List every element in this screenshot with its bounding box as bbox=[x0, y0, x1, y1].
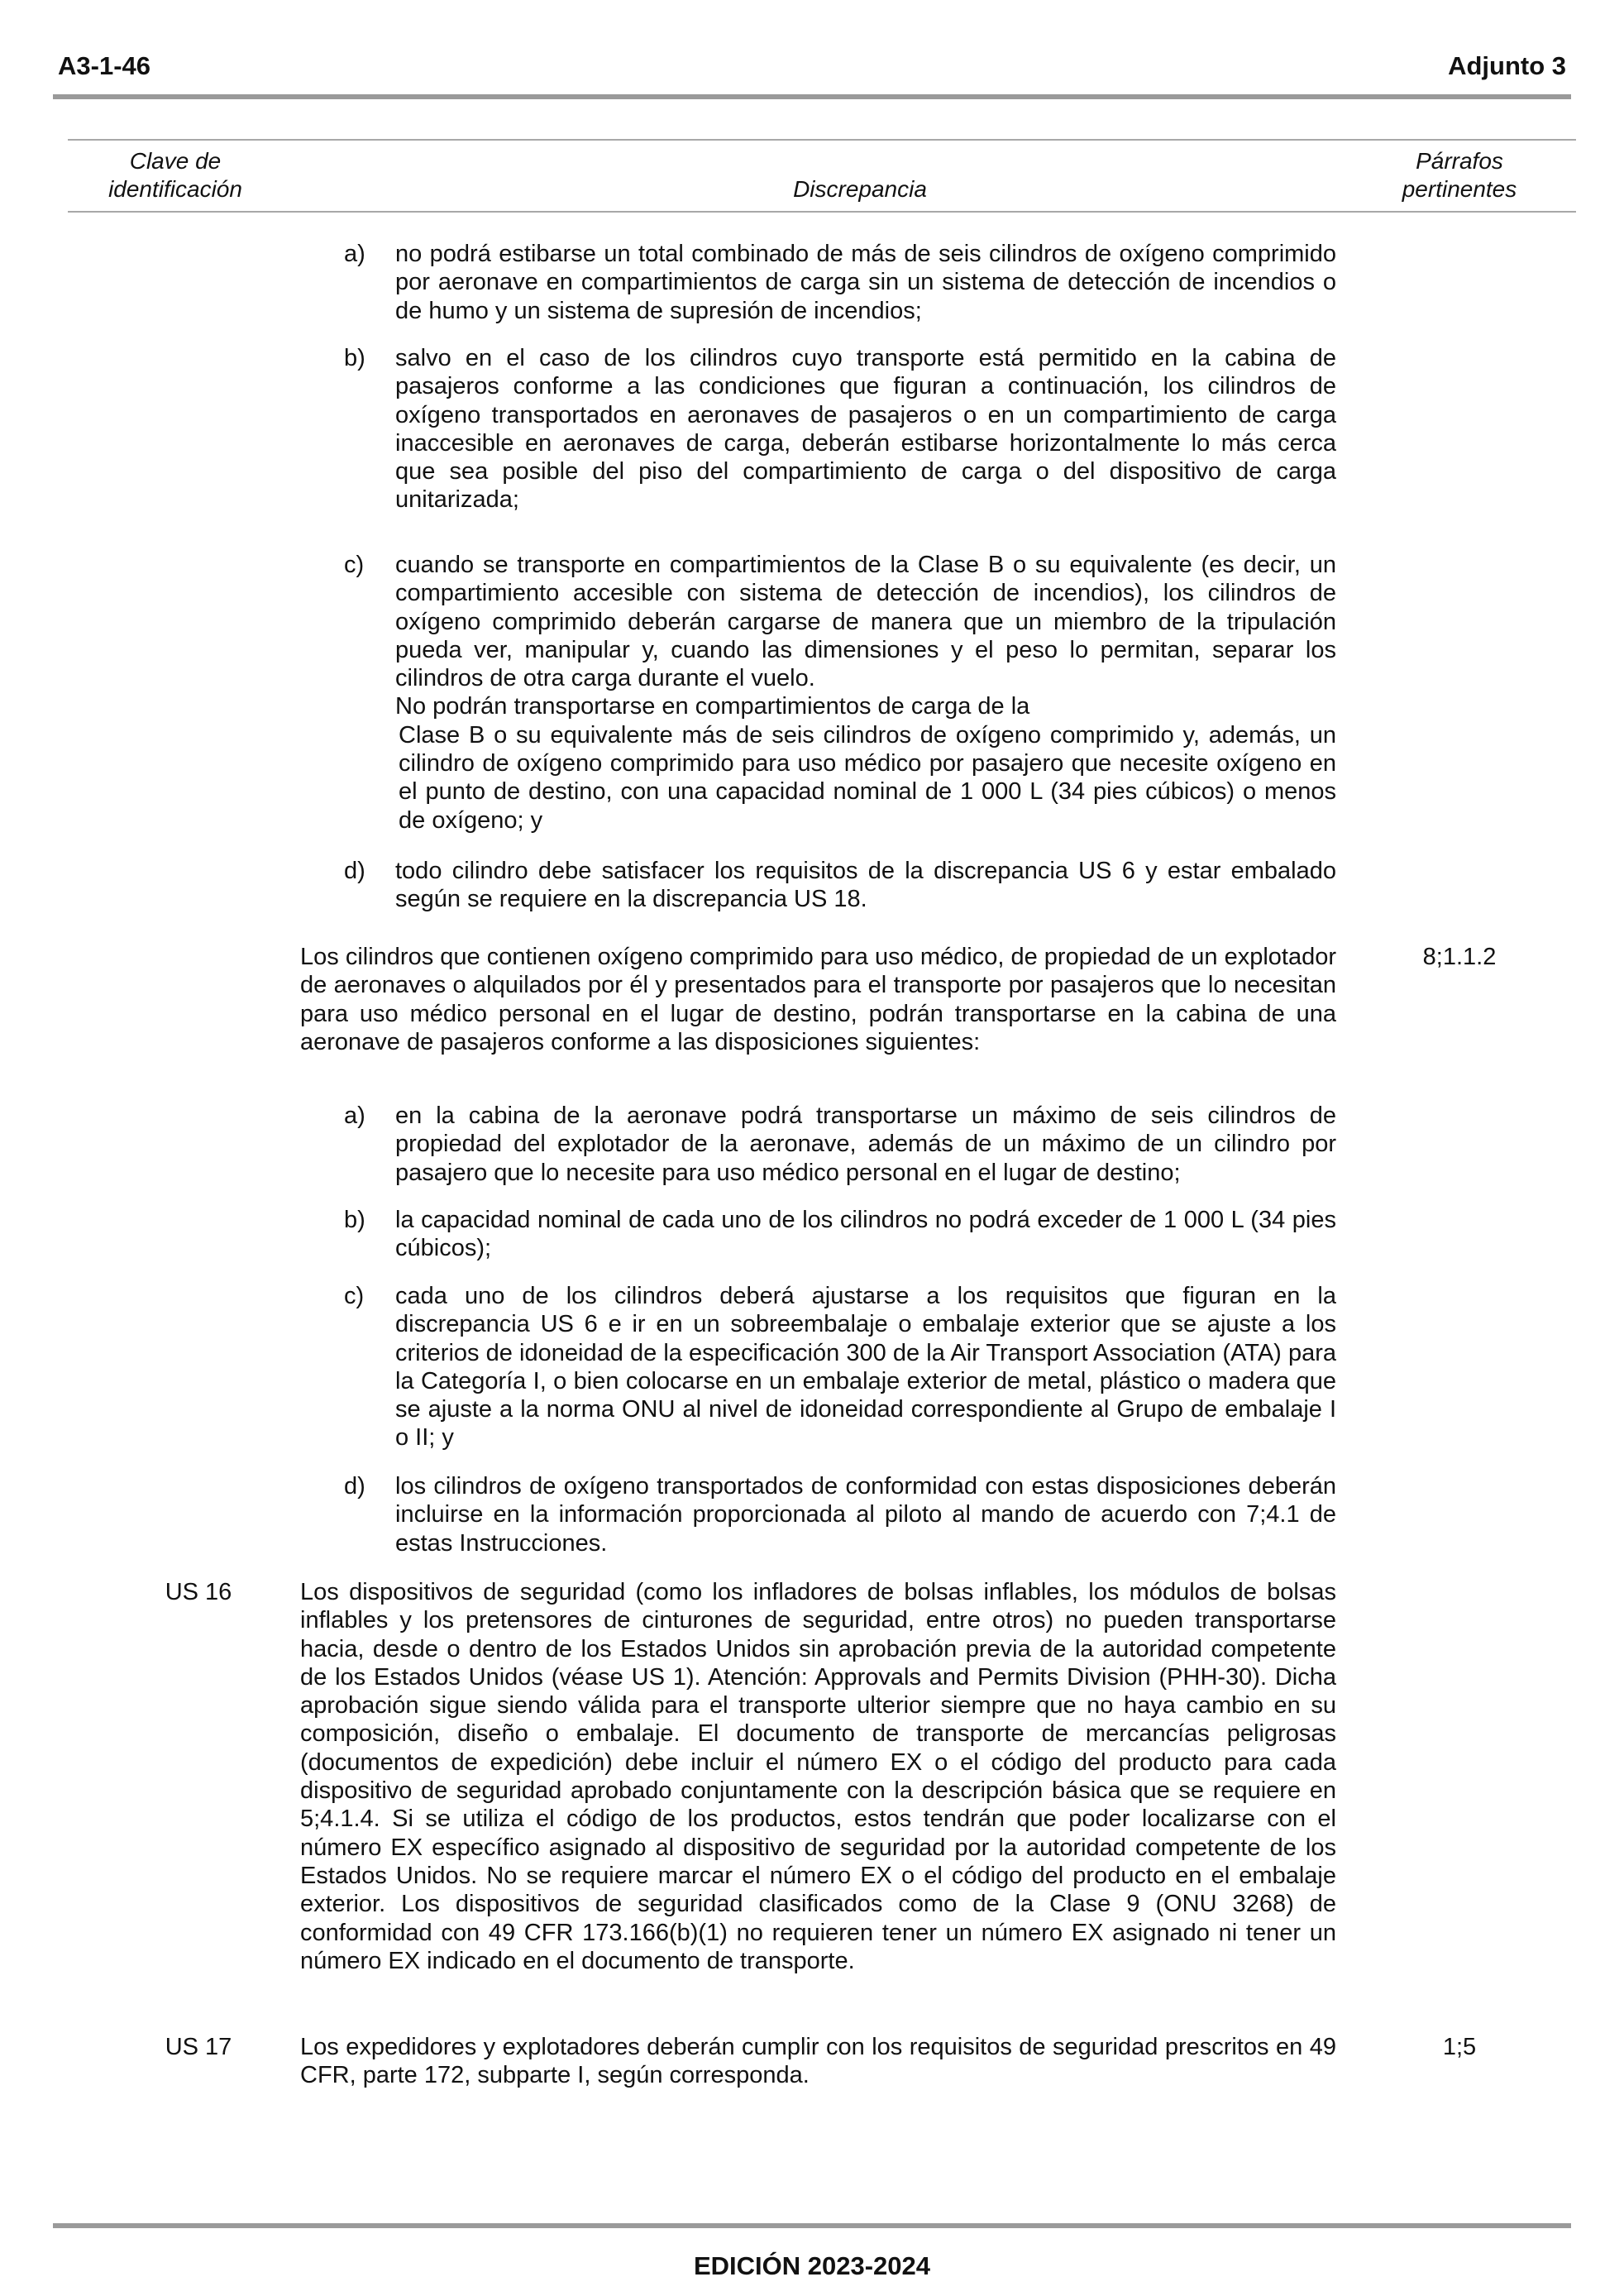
list-text: no podrá estibarse un total combinado de más de seis cilindros de oxígeno comprimido por aeronave en compartimientos de carga sin un sistema de detección de incendios o de humo y un sistema de supresión de incendios; bbox=[395, 241, 1336, 324]
list-label: a) bbox=[344, 1103, 365, 1129]
list-label: d) bbox=[344, 858, 365, 884]
identification-key-us17: US 17 bbox=[165, 2034, 232, 2060]
us17-paragraph: Los expedidores y explotadores deberán cumplir con los requisitos de seguridad prescritos en 49 CFR, parte 172, subparte I, según corresponda. bbox=[300, 2034, 1336, 2089]
column-header-discrepancy: Discrepancia bbox=[793, 176, 927, 202]
header-rule bbox=[53, 94, 1571, 99]
us16-paragraph: Los dispositivos de seguridad (como los infladores de bolsas inflables, los módulos de bolsas inflables y los pretensores de cinturones de seguridad, entre otros) no pueden transportarse hacia, desde o dentro de los Estados Unidos sin aprobación previa de la autoridad competente de los Estados Unidos (véase US 1). Atención: Approvals and Permits Division (PHH-30). Dicha aprobación sigue siendo válida para el transporte ulterior siempre que no haya cambio en su composición, diseño o embalaje. El documento de transporte de mercancías peligrosas (documentos de expedición) debe incluir el número EX o el código del producto para cada dispositivo de seguridad aprobado conjuntamente con la descripción básica que se requiere en 5;4.1.4. Si se utiliza el código de los productos, estos tendrán que poder localizarse con el número EX específico asignado al dispositivo de seguridad por la autoridad competente de los Estados Unidos. No se requiere marcar el número EX o el código del producto en el embalaje exterior. Los dispositivos de seguridad clasificados como de la Clase 9 (ONU 3268) de conformidad con 49 CFR 173.166(b)(1) no requieren tener un número EX asignado ni tener un número EX indicado en el documento de transporte. bbox=[300, 1579, 1336, 1974]
list-text: en la cabina de la aeronave podrá transportarse un máximo de seis cilindros de propiedad del explotador de la aeronave, además de un máximo de un cilindro por pasajero que lo necesite para uso médico personal en el lugar de destino; bbox=[395, 1103, 1336, 1186]
list-item-medical-c bbox=[344, 1282, 1336, 1452]
paragraph-reference: 1;5 bbox=[1442, 2034, 1477, 2060]
list-item-medical-d bbox=[344, 1472, 1336, 1557]
column-header-id-key bbox=[76, 147, 275, 203]
list-item-cont-a bbox=[344, 240, 1336, 325]
list-item-cont-c bbox=[344, 551, 1336, 835]
edition-footer: EDICIÓN 2023-2024 bbox=[693, 2251, 931, 2280]
list-label: d) bbox=[344, 1473, 365, 1500]
attachment-title: Adjunto 3 bbox=[1448, 51, 1566, 80]
list-text: los cilindros de oxígeno transportados de conformidad con estas disposiciones deberán incluirse en la información proporcionada al piloto al mando de acuerdo con 7;4.1 de estas Instrucciones. bbox=[395, 1473, 1336, 1557]
list-label: b) bbox=[344, 1207, 365, 1233]
column-header-id-line1: Clave de bbox=[129, 148, 222, 174]
medical-oxygen-paragraph: Los cilindros que contienen oxígeno comprimido para uso médico, de propiedad de un explotador de aeronaves o alquilados por él y presentados para el transporte por pasajeros que lo necesitan para uso médico personal en el lugar de destino, podrán transportarse en la cabina de una aeronave de pasajeros conforme a las disposiciones siguientes: bbox=[300, 944, 1336, 1055]
list-text-line2: No podrán transportarse en compartimientos de carga de la bbox=[395, 693, 1030, 720]
footer-rule bbox=[53, 2223, 1571, 2228]
list-text-line3: Clase B o su equivalente más de seis cilindros de oxígeno comprimido y, además, un cilindro de oxígeno comprimido para uso médico por pasajero que necesite oxígeno en el punto de destino, con una capacidad nominal de 1 000 L (34 pies cúbicos) o menos de oxígeno; y bbox=[399, 721, 1336, 834]
list-text: salvo en el caso de los cilindros cuyo transporte está permitido en la cabina de pasajeros conforme a las condiciones que figuran a continuación, los cilindros de oxígeno transportados en aeronaves de pasajeros o en un compartimiento de carga inaccesible en aeronaves de carga, deberán estibarse horizontalmente lo más cerca que sea posible del piso del compartimiento de carga o del dispositivo de carga unitarizada; bbox=[395, 345, 1336, 514]
column-header-paragraphs-line1: Párrafos bbox=[1416, 148, 1503, 174]
column-header-id-line2: identificación bbox=[108, 176, 242, 202]
list-label: c) bbox=[344, 552, 365, 578]
paragraph-reference: 8;1.1.2 bbox=[1422, 944, 1497, 970]
page-number: A3-1-46 bbox=[58, 51, 150, 80]
identification-key-us16: US 16 bbox=[165, 1579, 232, 1605]
list-label: b) bbox=[344, 345, 365, 371]
table-header-bottom-rule bbox=[68, 211, 1576, 213]
column-header-paragraphs-line2: pertinentes bbox=[1402, 176, 1517, 202]
list-text: cuando se transporte en compartimientos de la Clase B o su equivalente (es decir, un compartimiento accesible con sistema de detección de incendios), los cilindros de oxígeno comprimido deberán cargarse de manera que un miembro de la tripulación pueda ver, manipular y, cuando las dimensiones y el peso lo permitan, separar los cilindros de otra carga durante el vuelo. bbox=[395, 552, 1336, 692]
list-text: la capacidad nominal de cada uno de los cilindros no podrá exceder de 1 000 L (34 pies cúbicos); bbox=[395, 1207, 1336, 1262]
list-item-cont-d bbox=[344, 857, 1336, 914]
list-text: todo cilindro debe satisfacer los requisitos de la discrepancia US 6 y estar embalado según se requiere en la discrepancia US 18. bbox=[395, 858, 1336, 913]
list-item-cont-b bbox=[344, 344, 1336, 514]
list-label: c) bbox=[344, 1283, 365, 1309]
list-text: cada uno de los cilindros deberá ajustarse a los requisitos que figuran en la discrepancia US 6 e ir en un sobreembalaje o embalaje exterior que se ajuste a los criterios de idoneidad de la especificación 300 de la Air Transport Association (ATA) para la Categoría I, o bien colocarse en un embalaje exterior de metal, plástico o madera que se ajuste a la norma ONU al nivel de idoneidad correspondiente al Grupo de embalaje I o II; y bbox=[395, 1283, 1336, 1452]
column-header-paragraphs bbox=[1356, 147, 1563, 203]
list-item-medical-b bbox=[344, 1206, 1336, 1263]
table-header-top-rule bbox=[68, 139, 1576, 141]
list-item-medical-a bbox=[344, 1102, 1336, 1187]
list-label: a) bbox=[344, 241, 365, 267]
